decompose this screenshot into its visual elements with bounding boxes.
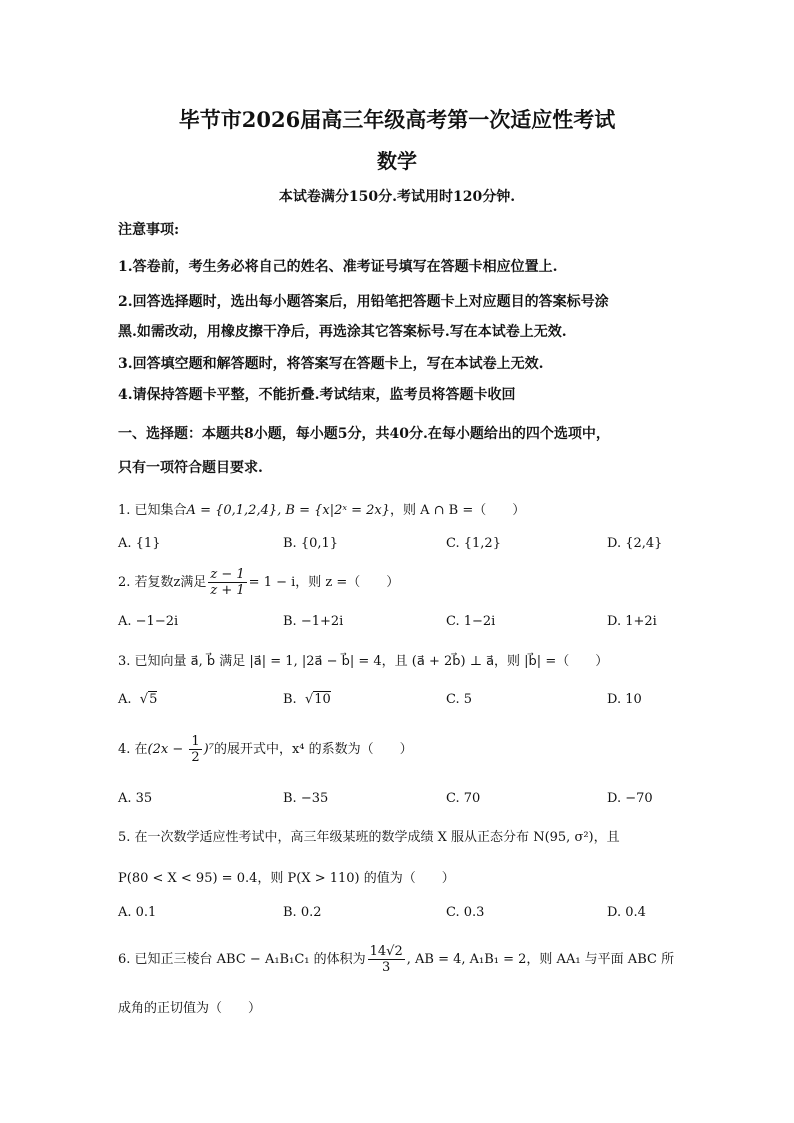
q4-option-a: A. 35 [118,791,153,806]
fraction-numerator: z − 1 [210,567,245,582]
question-5-line-1: 5. 在一次数学适应性考试中，高三年级某班的数学成绩 X 服从正态分布 N(95, σ²)，且 [118,830,620,845]
question-4 [118,734,688,765]
q3-option-c: C. 5 [446,692,473,707]
notes-heading: 注意事项: [118,222,180,238]
note-2-line-2: 黑.如需改动，用橡皮擦干净后，再选涂其它答案标号.写在本试卷上无效. [118,324,567,340]
q1-option-d: D. {2,4} [607,536,663,551]
fraction-denominator: z + 1 [210,583,245,598]
question-6-line-2: 成角的正切值为（ ） [118,1001,262,1016]
question-6-fraction [368,944,405,975]
question-2 [118,567,688,598]
exam-title: 毕节市2026届高三年级高考第一次适应性考试 [178,107,616,132]
section-1-line-2: 只有一项符合题目要求. [118,460,263,476]
note-3: 3.回答填空题和解答题时，将答案写在答题卡上，写在本试卷上无效. [118,356,544,372]
q5-option-d: D. 0.4 [607,905,646,920]
question-1-suffix: ，则 A ∩ B =（ ） [390,503,526,518]
question-2-fraction [208,567,246,598]
q4-option-d: D. −70 [607,791,653,806]
radicand: 5 [149,692,158,707]
q4-option-c: C. 70 [446,791,481,806]
note-4: 4.请保持答题卡平整，不能折叠.考试结束，监考员将答题卡收回 [118,387,516,403]
question-3: 3. 已知向量 a⃗, b⃗ 满足 |a⃗| = 1, |2a⃗ − b⃗| = 4，且 (a⃗ + 2b⃗) ⊥ a⃗，则 |b⃗| =（ ） [118,654,609,669]
note-2-line-1: 2.回答选择题时，选出每小题答案后，用铅笔把答题卡上对应题目的答案标号涂 [118,294,609,310]
fraction-numerator: 14√2 [369,944,403,959]
q4-option-b: B. −35 [283,791,329,806]
question-2-suffix: = 1 − i，则 z =（ ） [248,575,400,590]
question-4-expr-left: (2x − [147,742,188,757]
fraction-denominator: 2 [191,750,200,765]
q2-option-d: D. 1+2i [607,614,657,629]
fraction-denominator: 3 [382,960,391,975]
question-6-suffix: , AB = 4, A₁B₁ = 2，则 AA₁ 与平面 ABC 所 [406,952,675,967]
exam-info: 本试卷满分150分.考试用时120分钟. [278,189,516,205]
question-5-line-2: P(80 < X < 95) = 0.4，则 P(X > 110) 的值为（ ） [118,871,455,886]
question-4-fraction [189,734,201,765]
q3-option-b: B. √10 [283,692,331,707]
question-6-prefix: 6. 已知正三棱台 ABC − A₁B₁C₁ 的体积为 [118,952,366,967]
question-1-math: A = {0,1,2,4}, B = {x|2ˣ = 2x} [186,503,390,518]
section-1-line-1: 一、选择题：本题共8小题，每小题5分，共40分.在每小题给出的四个选项中， [118,426,610,442]
q5-option-a: A. 0.1 [118,905,157,920]
question-4-expr-right: )⁷ [203,742,214,757]
option-letter: A. [118,692,132,707]
q5-option-b: B. 0.2 [283,905,322,920]
q1-option-a: A. {1} [118,536,161,551]
q1-option-c: C. {1,2} [446,536,501,551]
q3-option-d: D. 10 [607,692,642,707]
q1-option-b: B. {0,1} [283,536,339,551]
q2-option-c: C. 1−2i [446,614,496,629]
fraction-numerator: 1 [191,734,200,749]
q2-option-a: A. −1−2i [118,614,179,629]
question-4-suffix: 的展开式中，x⁴ 的系数为（ ） [213,742,413,757]
question-6-line-1 [118,944,688,975]
question-1 [118,499,688,518]
subject-title: 数学 [377,149,417,173]
option-letter: B. [283,692,297,707]
question-1-prefix: 1. 已知集合 [118,503,187,518]
question-2-prefix: 2. 若复数z满足 [118,575,207,590]
q2-option-b: B. −1+2i [283,614,344,629]
note-1: 1.答卷前，考生务必将自己的姓名、准考证号填写在答题卡相应位置上. [118,259,558,275]
q5-option-c: C. 0.3 [446,905,485,920]
question-4-prefix: 4. 在 [118,742,148,757]
q3-option-a: A. √5 [118,692,158,707]
radicand: 10 [314,692,331,707]
